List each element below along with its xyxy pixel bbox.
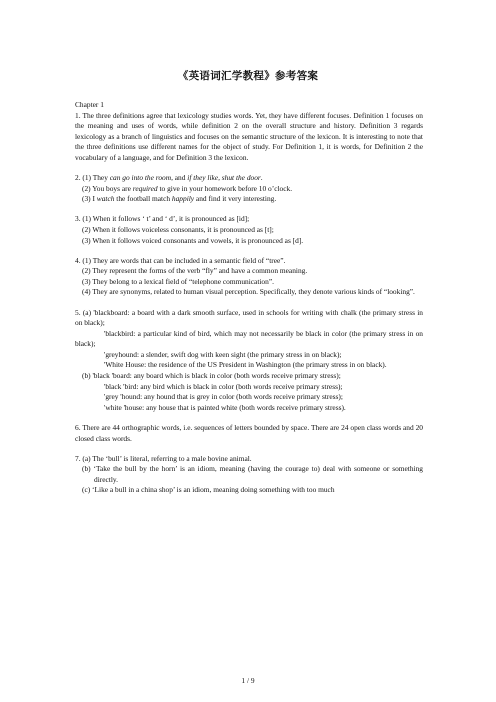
answer-5-b-black-bird: 'black 'bird: any bird which is black in color (both words receive primary stress); [104, 381, 343, 391]
answer-4-line-3: (3) They belong to a lexical field of “telephone communication”. [82, 276, 274, 286]
answer-3-line-3: (3) When it follows voiced consonants and vowels, it is pronounced as [d]. [82, 235, 304, 245]
answer-content [75, 100, 423, 496]
answer-2-line-1: 2. (1) They can go into the room, and if they like, shut the door. [75, 173, 263, 183]
answer-3-line-1: 3. (1) When it follows ‘ t’ and ‘ d’, it is pronounced as [id]; [75, 214, 250, 224]
answer-2-line-2: (2) You boys are required to give in your homework before 10 o’clock. [82, 183, 293, 193]
answer-3-line-2: (2) When it follows voiceless consonants, it is pronounced as [t]; [82, 224, 274, 234]
answer-5-b-black-board: (b) 'black 'board: any board which is black in color (both words receive primary stress); [82, 371, 341, 381]
answer-5-a-greyhound: 'greyhound: a slender, swift dog with keen sight (the primary stress in on black); [104, 349, 342, 359]
document-title: 《英语词汇学教程》参考答案 [177, 70, 319, 82]
page-number: 1 / 9 [241, 676, 255, 685]
answer-5-b-grey-hound: 'grey 'hound: any hound that is grey in color (both words receive primary stress); [104, 392, 343, 402]
answer-5 [75, 308, 423, 414]
answer-7-b: (b) ‘Take the bull by the horn’ is an idiom, meaning (having the courage to) deal with someone or something directly. [82, 464, 423, 484]
answer-7-c: (c) ‘Like a bull in a china shop’ is an idiom, meaning doing something with too much [82, 485, 335, 495]
answer-6: 6. There are 44 orthographic words, i.e. sequences of letters bounded by space. There are 24 open class words and 20 closed class words. [75, 422, 423, 443]
answer-7-a: 7. (a) The ‘bull’ is literal, referring to a male bovine animal. [75, 453, 252, 463]
answer-5-b-white-house: 'white 'house: any house that is painted white (both words receive primary stress). [104, 402, 346, 412]
answer-5-a-white-house: 'White House: the residence of the US President in Washington (the primary stress in on black). [104, 360, 387, 370]
answer-4-line-2: (2) They represent the forms of the verb “fly” and have a common meaning. [82, 266, 308, 276]
answer-2-line-3: (3) I watch the football match happily and find it very interesting. [82, 194, 277, 204]
answer-4-line-1: 4. (1) They are words that can be included in a semantic field of “tree”. [75, 255, 286, 265]
answer-5-a-blackboard: 5. (a) 'blackboard: a board with a dark smooth surface, used in schools for writing with chalk (the primary stress in on black); [75, 307, 423, 328]
answer-1: 1. The three definitions agree that lexicology studies words. Yet, they have different focuses. Definition 1 focuses on the meaning and uses of words, while definition 2 on the overall structure and history. Definition 3 regards lexicology as a branch of linguistics and focuses on the semantic structure of the lexicon. It is interesting to note that the three definitions use different names for the object of study. For Definition 1, it is words, for Definition 2 the vocabulary of a language, and for Definition 3 the lexicon. [75, 110, 423, 162]
answer-2 [75, 173, 423, 205]
answer-7 [75, 454, 423, 496]
answer-3 [75, 214, 423, 246]
answer-4-line-4: (4) They are synonyms, related to human visual perception. Specifically, they denote various kinds of “looking”. [82, 287, 415, 297]
chapter-heading: Chapter 1 [75, 100, 104, 109]
answer-4 [75, 256, 423, 298]
answer-5-a-blackbird: 'blackbird: a particular kind of bird, which may not necessarily be black in color (the primary stress in on black); [75, 328, 423, 349]
